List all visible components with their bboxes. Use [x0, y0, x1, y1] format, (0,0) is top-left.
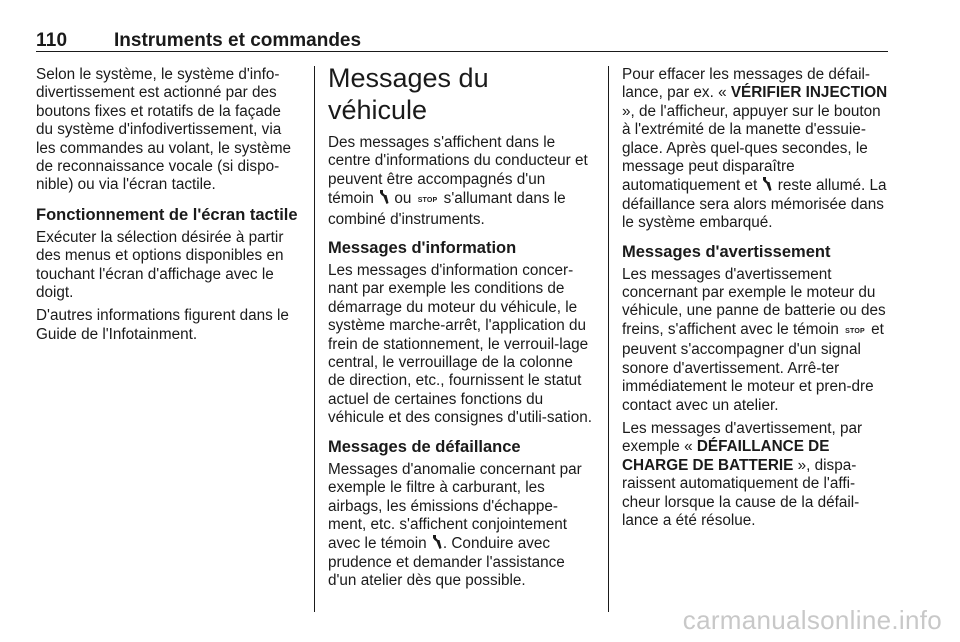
- paragraph-fault-messages: [328, 461, 593, 591]
- intro-text-b: s'allumant dans le combiné d'instruments.: [328, 190, 566, 228]
- stop-icon: STOP: [845, 327, 865, 335]
- warn-text-a: Les messages d'avertissement concernant par exemple le moteur du véhicule, une panne de batterie ou des freins, s'affichent avec le témoin: [622, 265, 886, 338]
- paragraph-clear-fault: [622, 66, 888, 233]
- warn2-text-b: », dispa-raissent automatiquement de l'affi-cheur lorsque la cause de la défail-lance a été résolue.: [622, 456, 860, 529]
- fault-text-b: . Conduire avec prudence et demander l'assistance d'un atelier dès que possible.: [328, 535, 565, 590]
- warn2-text-a: Les messages d'avertissement, par exemple «: [622, 419, 863, 456]
- column-1: [36, 66, 298, 349]
- paragraph-touchscreen-select: Exécuter la sélection désirée à partir des menus et options disponibles en touchant l'écran d'affichage avec le doigt.: [36, 228, 284, 302]
- running-title: Instruments et commandes: [114, 30, 362, 51]
- header-rule: [36, 51, 888, 52]
- fault-text-a: Messages d'anomalie concernant par exemple le filtre à carburant, les airbags, les émissions d'échappe-ment, etc. s'affichent conjointement avec le témoin: [328, 460, 582, 553]
- clear-text-b: », de l'afficheur, appuyer sur le bouton à l'extrémité de la manette d'essuie-glace. Après quel-ques secondes, le message peut disparaître automatiquement et: [622, 102, 881, 195]
- paragraph-more-info: D'autres informations figurent dans le Guide de l'Infotainment.: [36, 307, 289, 343]
- column-2: [328, 62, 593, 596]
- watermark: carmanualsonline.info: [682, 605, 942, 635]
- clear-text-bold: VÉRIFIER INJECTION: [730, 84, 888, 102]
- heading-fault-messages: Messages de défaillance: [328, 437, 521, 456]
- column-divider-2: [608, 66, 609, 612]
- warn-text-b: et peuvent s'accompagner d'un signal sonore d'avertissement. Arrê-ter immédiatement le moteur et pren-dre contact avec un atelier.: [622, 320, 884, 414]
- paragraph-warning-example: [622, 420, 888, 530]
- paragraph-intro: [328, 134, 593, 229]
- clear-text-a: Pour effacer les messages de défail-lance, par ex. «: [622, 66, 870, 102]
- heading-info-messages: Messages d'information: [328, 239, 517, 258]
- paragraph-warning-messages: [622, 266, 888, 415]
- wrench-icon: [761, 176, 773, 192]
- intro-text-or: ou: [394, 190, 412, 208]
- page-number: 110: [36, 30, 68, 51]
- warn2-text-bold: DÉFAILLANCE DE CHARGE DE BATTERIE: [622, 438, 830, 474]
- wrench-icon: [431, 534, 443, 550]
- paragraph-info-messages: Les messages d'information concer-nant par exemple les conditions de démarrage du moteur du véhicule, le système marche-arrêt, l'application du frein de stationnement, le verrouil-lage central, le verrouillage de la colonne de direction, etc., fournissent le statut actuel de certaines fonctions du véhicule et des consignes d'utili-sation.: [328, 262, 592, 427]
- section-title-vehicle-messages: Messages du véhicule: [328, 63, 489, 125]
- stop-icon: STOP: [417, 197, 438, 205]
- paragraph-infotainment-controls: Selon le système, le système d'info-divertissement est actionné par des boutons fixes et rotatifs de la façade du système d'infodivertissement, via les commandes au volant, le système de reconnaissance vocale (si dispo-nible) ou via l'écran tactile.: [36, 66, 292, 194]
- column-divider-1: [314, 66, 315, 612]
- intro-text-a: Des messages s'affichent dans le centre d'informations du conducteur et peuvent être accompagnés d'un témoin: [328, 134, 588, 208]
- wrench-icon: [378, 189, 390, 205]
- column-3: [622, 66, 888, 535]
- heading-touchscreen: Fonctionnement de l'écran tactile: [36, 205, 298, 224]
- heading-warning-messages: Messages d'avertissement: [622, 242, 831, 261]
- clear-text-c: reste allumé. La défaillance sera alors mémorisée dans le système embarqué.: [622, 177, 887, 232]
